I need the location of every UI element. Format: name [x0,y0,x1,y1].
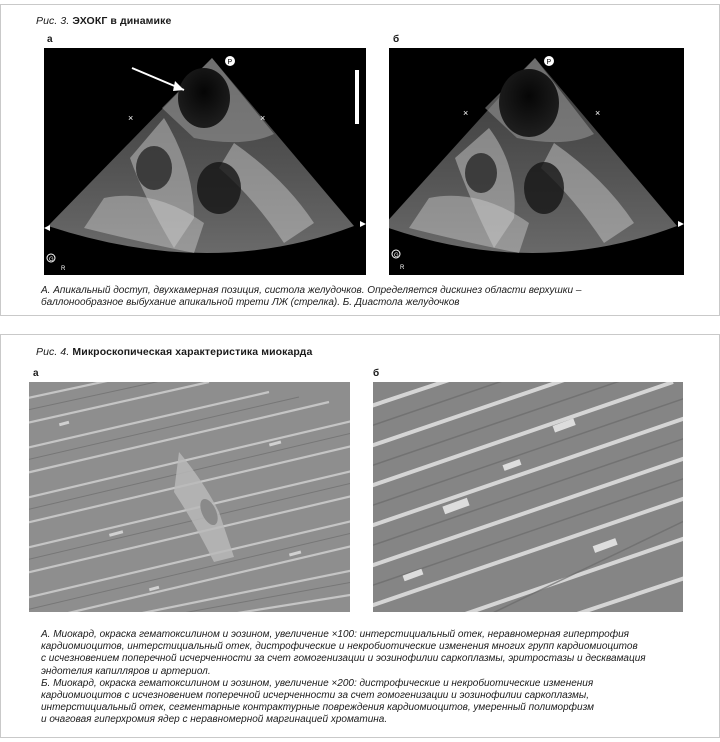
micrograph-x200 [373,382,683,612]
svg-text:R: R [400,265,405,271]
echo-scan-diastole [389,48,684,275]
figure-4-panel-a-label: а [33,368,39,379]
svg-text:R: R [61,266,66,272]
echo-image-systole [44,48,366,275]
figure-3-echocardiography [0,4,720,316]
svg-text:G: G [394,253,399,259]
figure-4-caption-line: с исчезновением поперечной исчерченности за счет гомогенизации и эозинофилии саркоплазмы, эритростазы и десквамация [41,653,646,665]
figure-4-caption-line: кардиомиоцитов, интерстициальный отек, дистрофические и некробиотические изменения многих групп кардиомиоцитов [41,641,638,653]
figure-3-caption-line: баллонообразное выбухание апикальной трети ЛЖ (стрелка). Б. Диастола желудочков [41,297,460,309]
echo-scan-systole [44,48,366,275]
figure-4-caption-line: и очаговая гиперхромия ядер с неравномерной маргинацией хроматина. [41,714,388,726]
svg-text:P: P [546,59,552,66]
micrograph-x200-tissue [373,382,683,612]
figure-4-caption-line: кардиомиоцитов с исчезновением поперечной исчерченности за счет гомогенизации и эозинофилии саркоплазмы, [41,690,590,702]
figure-3-title [36,15,171,27]
micrograph-x100 [29,382,350,612]
figure-3-panel-b-label: б [393,34,400,45]
figure-4-microscopy [0,334,720,738]
figure-3-panel-a-label: а [47,34,53,45]
figure-4-caption-line: А. Миокард, окраска гематоксилином и эозином, увеличение ×100: интерстициальный отек, неравномерная гипертрофия [41,629,629,640]
figure-4-caption-line: интерстициальный отек, сегментарные контрактурные повреждения кардиомиоцитов, умеренный полиморфизм [41,702,594,714]
figure-4-name: Микроскопическая характеристика миокарда [72,346,313,358]
svg-text:×: × [128,113,134,123]
figure-4-caption-line: эндотелия капилляров и артериол. [41,665,211,677]
figure-3-number: Рис. 3. [36,15,70,27]
svg-text:×: × [260,113,266,123]
figure-4-caption-line: Б. Миокард, окраска гематоксилином и эозином, увеличение ×200: дистрофические и некробиотические изменения [41,677,594,689]
echo-image-diastole [389,48,684,275]
svg-text:×: × [595,108,601,118]
svg-text:P: P [227,59,233,66]
figure-3-name: ЭХОКГ в динамике [72,15,172,27]
svg-text:×: × [463,108,469,118]
figure-4-panel-b-label: б [373,368,380,379]
svg-text:G: G [49,257,54,263]
figure-4-caption [41,629,681,727]
figure-4-title [36,346,312,358]
figure-3-caption-line: А. Апикальный доступ, двухкамерная позиция, систола желудочков. Определяется дискинез области верхушки – [41,285,582,296]
micrograph-x100-tissue [29,382,350,612]
figure-3-caption [41,285,691,309]
figure-4-number: Рис. 4. [36,346,70,358]
